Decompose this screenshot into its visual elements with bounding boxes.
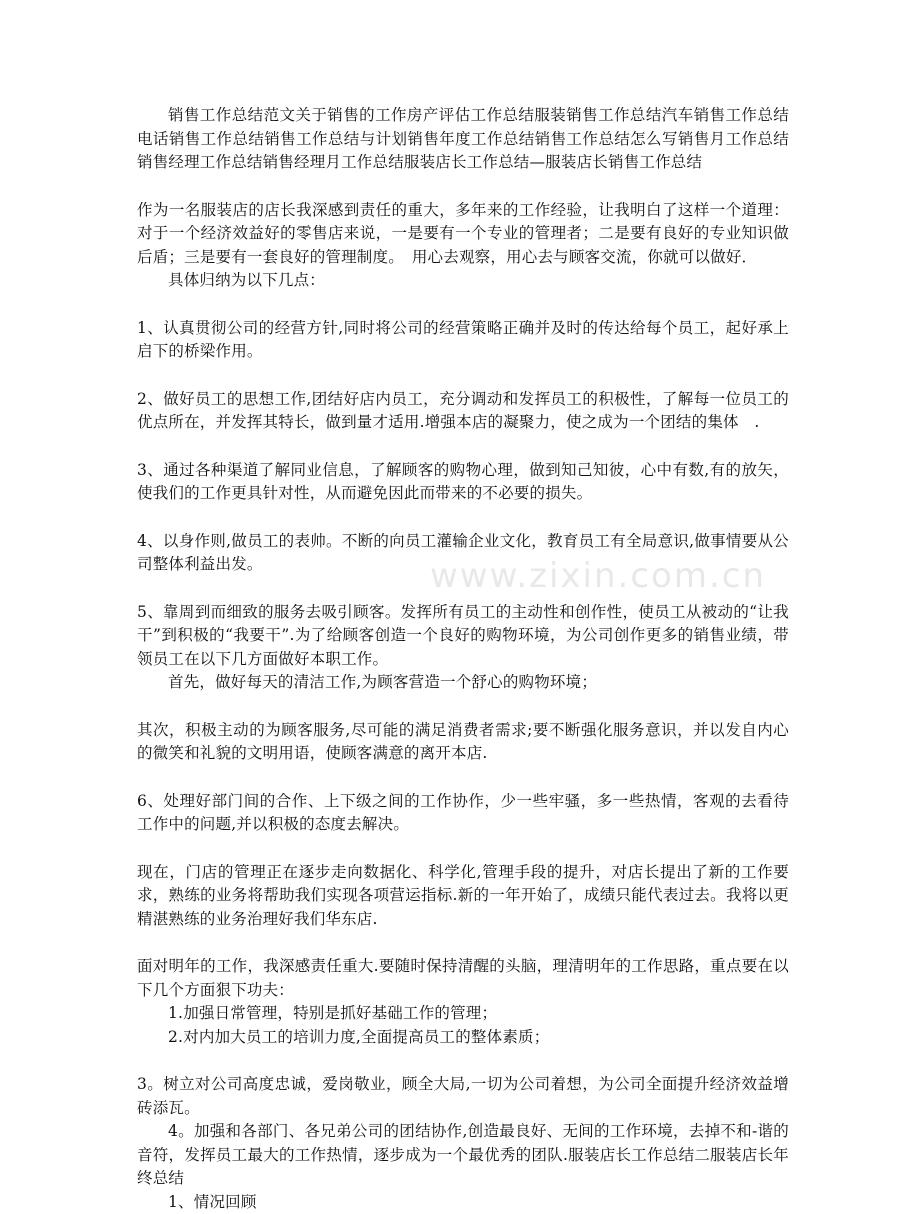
watermark: www.zixin.com.cn [430,556,766,596]
document-body [137,104,789,1214]
paragraph-current-status: 现在，门店的管理正在逐步走向数据化、科学化,管理手段的提升，对店长提出了新的工作要求，熟练的业务将帮助我们实现各项营运指标.新的一年开始了，成绩只能代表过去。我将以更精湛熟练的业务治理好我们华东店. [137,861,789,932]
paragraph-summary-lead: 具体归纳为以下几点： [137,269,789,293]
plan-item-4: 4。加强和各部门、各兄弟公司的团结协作,创造最良好、无间的工作环境，去掉不和-谐的音符，发挥员工最大的工作热情，逐步成为一个最优秀的团队.服装店长工作总结二服装店长年终总结 [137,1120,789,1191]
list-item-5-first: 首先，做好每天的清洁工作,为顾客营造一个舒心的购物环境； [137,671,789,695]
list-item-3: 3、通过各种渠道了解同业信息，了解顾客的购物心理，做到知己知彼，心中有数,有的放矢，使我们的工作更具针对性，从而避免因此而带来的不必要的损失。 [137,459,789,506]
list-item-1: 1、认真贯彻公司的经营方针,同时将公司的经营策略正确并及时的传达给每个员工，起好承上启下的桥梁作用。 [137,317,789,364]
list-item-2: 2、做好员工的思想工作,团结好店内员工，充分调动和发挥员工的积极性，了解每一位员工的优点所在，并发挥其特长，做到量才适用.增强本店的凝聚力，使之成为一个团结的集体 . [137,388,789,435]
list-item-6: 6、处理好部门间的合作、上下级之间的工作协作，少一些牢骚，多一些热情，客观的去看待工作中的问题,并以积极的态度去解决。 [137,790,789,837]
plan-item-1: 1.加强日常管理，特别是抓好基础工作的管理； [137,1002,789,1026]
section-heading-review: 1、情况回顾 [137,1191,789,1214]
paragraph-store-manager: 作为一名服装店的店长我深感到责任的重大，多年来的工作经验，让我明白了这样一个道理：对于一个经济效益好的零售店来说，一是要有一个专业的管理者；二是要有良好的专业知识做后盾；三是要有一套良好的管理制度。 用心去观察，用心去与顾客交流，你就可以做好． [137,199,789,270]
plan-item-2: 2.对内加大员工的培训力度,全面提高员工的整体素质； [137,1026,789,1050]
paragraph-next-year: 面对明年的工作，我深感责任重大.要随时保持清醒的头脑，理清明年的工作思路，重点要在以下几个方面狠下功夫： [137,955,789,1002]
list-item-4: 4、以身作则,做员工的表帅。不断的向员工灌输企业文化，教育员工有全局意识,做事情要从公司整体利益出发。 [137,530,789,577]
intro-paragraph: 销售工作总结范文关于销售的工作房产评估工作总结服装销售工作总结汽车销售工作总结电话销售工作总结销售工作总结与计划销售年度工作总结销售工作总结怎么写销售月工作总结销售经理工作总结销售经理月工作总结服装店长工作总结—服装店长销售工作总结 [137,104,789,175]
list-item-5: 5、靠周到而细致的服务去吸引顾客。发挥所有员工的主动性和创作性，使员工从被动的“让我干”到积极的“我要干”.为了给顾客创造一个良好的购物环境，为公司创作更多的销售业绩，带领员工在以下几方面做好本职工作。 [137,601,789,672]
list-item-5-second: 其次，积极主动的为顾客服务,尽可能的满足消费者需求;要不断强化服务意识，并以发自内心的微笑和礼貌的文明用语，使顾客满意的离开本店. [137,719,789,766]
plan-item-3: 3。树立对公司高度忠诚，爱岗敬业，顾全大局,一切为公司着想，为公司全面提升经济效益增砖添瓦。 [137,1073,789,1120]
